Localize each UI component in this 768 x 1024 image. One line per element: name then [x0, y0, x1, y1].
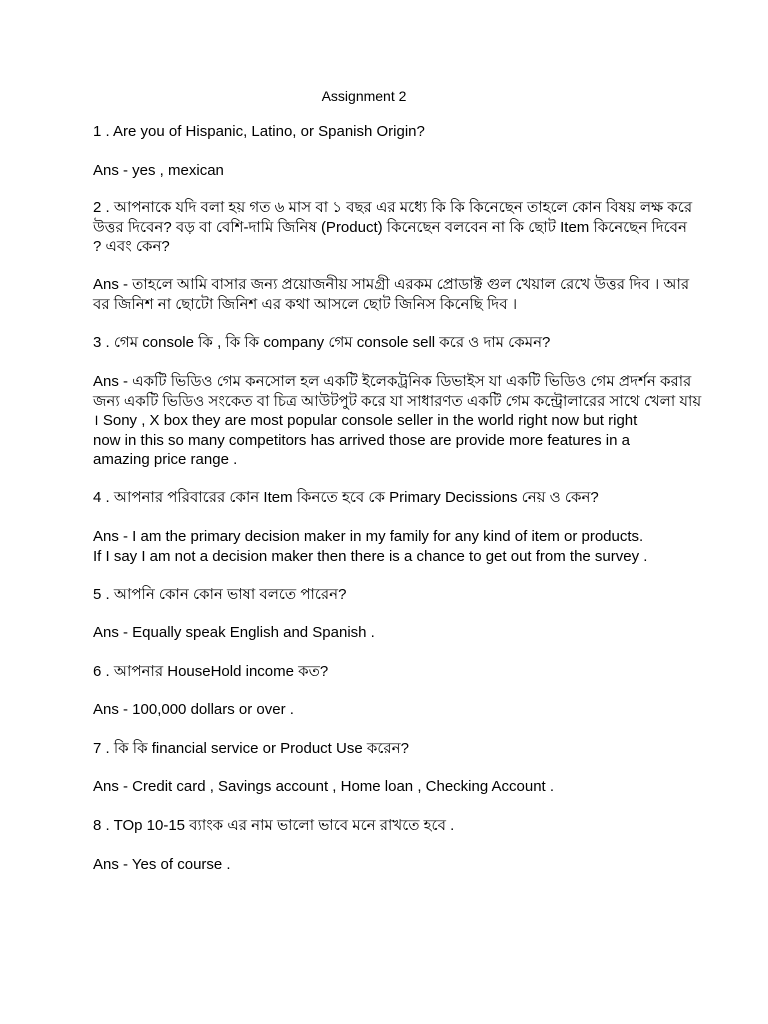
document-title: Assignment 2 — [321, 88, 407, 104]
answer-8 — [93, 855, 675, 875]
answer-2-line: Ans - তাহলে আমি বাসার জন্য প্রয়োজনীয় সামগ্রী এরকম প্রোডাক্ট গুল খেয়াল রেখে উত্তর দিব । আর — [93, 276, 690, 293]
answer-2 — [93, 275, 690, 314]
answer-3-line: । Sony , X box they are most popular console seller in the world right now but right — [93, 412, 638, 429]
answer-6 — [93, 700, 675, 720]
question-3-line: 3 . গেম console কি , কি কি company গেম console sell করে ও দাম কেমন? — [93, 334, 551, 351]
answer-4 — [93, 527, 675, 566]
answer-2-line: বর জিনিশ না ছোটো জিনিশ এর কথা আসলে ছোট জিনিস কিনেছি দিব । — [93, 295, 518, 313]
question-2 — [93, 198, 693, 257]
answer-4-line: Ans - I am the primary decision maker in my family for any kind of item or products. — [93, 528, 644, 545]
answer-7-line: Ans - Credit card , Savings account , Home loan , Checking Account . — [93, 778, 555, 795]
answer-3-line: now in this so many competitors has arrived those are provide more features in a — [93, 431, 630, 449]
answer-6-line: Ans - 100,000 dollars or over . — [93, 701, 294, 718]
question-4-line: 4 . আপনার পরিবারের কোন Item কিনতে হবে কে Primary Decissions নেয় ও কেন? — [93, 489, 599, 506]
question-4 — [93, 488, 675, 508]
question-7-line: 7 . কি কি financial service or Product Use করেন? — [93, 740, 409, 757]
answer-5 — [93, 623, 675, 643]
question-3 — [93, 333, 675, 353]
question-1 — [93, 122, 675, 142]
question-6-line: 6 . আপনার HouseHold income কত? — [93, 663, 329, 680]
answer-7 — [93, 777, 675, 797]
question-5 — [93, 585, 675, 605]
answer-3-line: জন্য একটি ভিডিও সংকেত বা চিত্র আউটপুট করে যা সাধারণত একটি গেম কন্ট্রোলারের সাথে খেলা যায় — [93, 392, 702, 410]
question-8 — [93, 816, 675, 836]
answer-8-line: Ans - Yes of course . — [93, 856, 231, 873]
answer-1-line: Ans - yes , mexican — [93, 162, 224, 179]
question-5-line: 5 . আপনি কোন কোন ভাষা বলতে পারেন? — [93, 586, 347, 603]
question-8-line: 8 . TOp 10-15 ব্যাংক এর নাম ভালো ভাবে মনে রাখতে হবে . — [93, 817, 455, 834]
question-2-line: উত্তর দিবেন? বড় বা বেশি-দামি জিনিষ (Product) কিনেছেন বলবেন না কি ছোট Item কিনেছেন দিবেন — [93, 218, 687, 236]
question-7 — [93, 739, 675, 759]
question-2-line: 2 . আপনাকে যদি বলা হয় গত ৬ মাস বা ১ বছর এর মধ্যে কি কি কিনেছেন তাহলে কোন বিষয় লক্ষ করে — [93, 199, 693, 216]
answer-4-line: If I say I am not a decision maker then there is a chance to get out from the survey . — [93, 547, 648, 565]
answer-1 — [93, 161, 675, 181]
answer-5-line: Ans - Equally speak English and Spanish . — [93, 624, 375, 641]
question-6 — [93, 662, 675, 682]
answer-3-line: amazing price range . — [93, 451, 238, 468]
answer-3-line: Ans - একটি ভিডিও গেম কনসোল হল একটি ইলেকট্রনিক ডিভাইস যা একটি ভিডিও গেম প্রদর্শন করার — [93, 373, 692, 390]
question-1-line: 1 . Are you of Hispanic, Latino, or Spanish Origin? — [93, 123, 425, 140]
question-2-line: ? এবং কেন? — [93, 238, 170, 255]
answer-3 — [93, 372, 702, 470]
